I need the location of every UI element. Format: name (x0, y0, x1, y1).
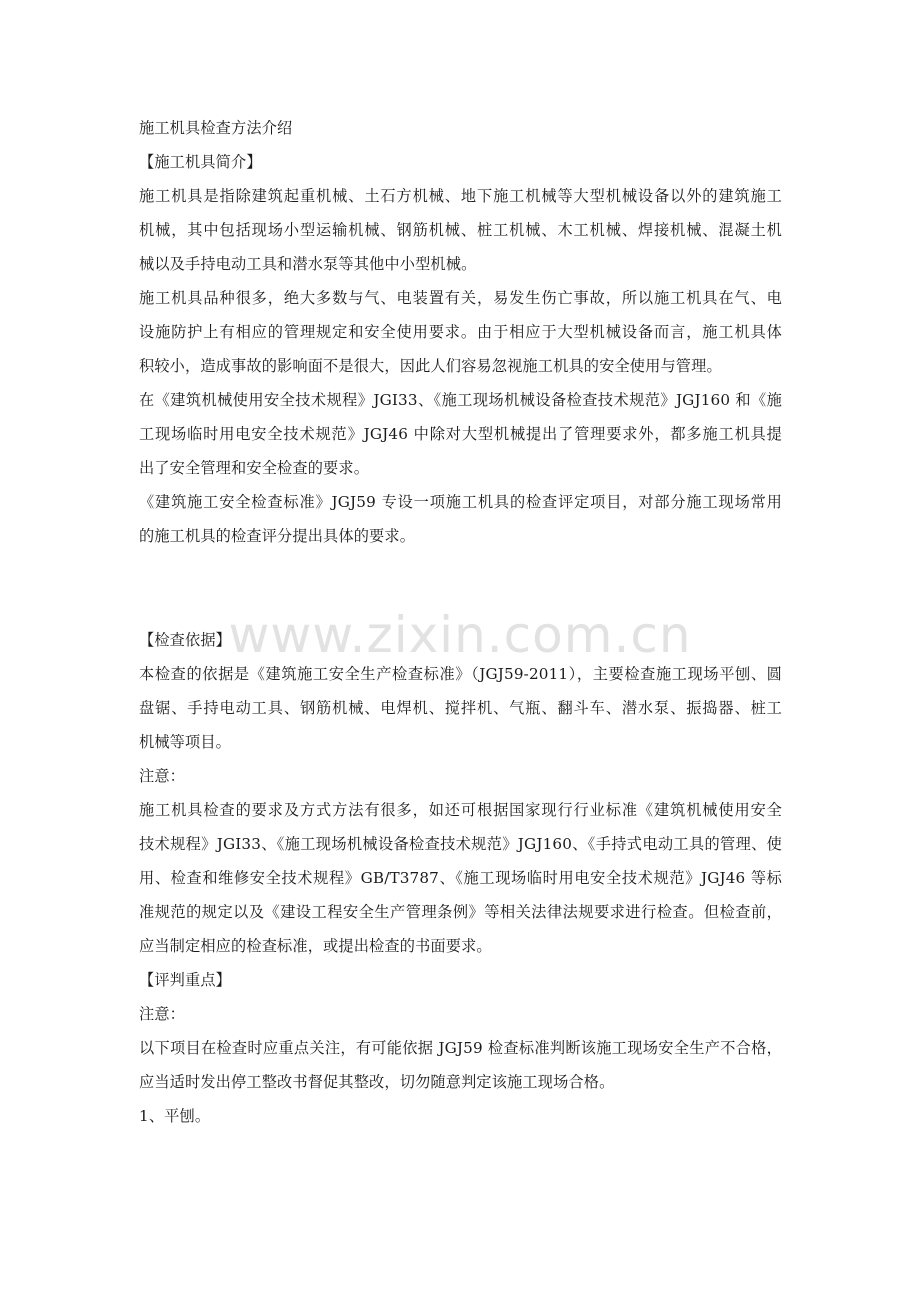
note-label-key: 注意： (139, 1005, 186, 1023)
text-line: 工现场临时用电安全技术规范》JGJ46 中除对大型机械提出了管理要求外，都多施工机具提 (139, 425, 782, 443)
section-heading-basis: 【检查依据】 (139, 631, 232, 649)
paragraph-intro-4 (139, 487, 782, 551)
text-line: 施工机具检查的要求及方式方法有很多，如还可根据国家现行行业标准《建筑机械使用安全 (139, 801, 782, 819)
text-line: 用、检查和维修安全技术规程》GB/T3787、《施工现场临时用电安全技术规范》JGJ46 等标 (139, 869, 782, 887)
paragraph-basis-2 (139, 795, 782, 961)
paragraph-intro-3 (139, 385, 782, 483)
paragraph-intro-2 (139, 283, 782, 381)
text-line: 设施防护上有相应的管理规定和安全使用要求。由于相应于大型机械设备而言，施工机具体 (139, 323, 782, 341)
paragraph-key-1 (139, 1033, 782, 1097)
text-line: 在《建筑机械使用安全技术规程》JGI33、《施工现场机械设备检查技术规范》JGJ160 和《施 (139, 391, 782, 409)
text-line: 《建筑施工安全检查标准》JGJ59 专设一项施工机具的检查评定项目，对部分施工现场常用 (139, 493, 782, 511)
text-line: 应当适时发出停工整改书督促其整改，切勿随意判定该施工现场合格。 (139, 1073, 615, 1091)
text-line: 盘锯、手持电动工具、钢筋机械、电焊机、搅拌机、气瓶、翻斗车、潜水泵、振捣器、桩工 (139, 699, 782, 717)
text-line: 技术规程》JGI33、《施工现场机械设备检查技术规范》JGJ160、《手持式电动工具的管理、使 (139, 835, 782, 853)
text-line: 机械等项目。 (139, 733, 232, 751)
text-line: 机械，其中包括现场小型运输机械、钢筋机械、桩工机械、木工机械、焊接机械、混凝土机 (139, 221, 782, 239)
list-item-planer: 1、平刨。 (139, 1107, 211, 1125)
paragraph-basis-1 (139, 659, 782, 757)
text-line: 本检查的依据是《建筑施工安全生产检查标准》（JGJ59-2011），主要检查施工现场平刨、圆 (139, 665, 782, 683)
text-line: 准规范的规定以及《建设工程安全生产管理条例》等相关法律法规要求进行检查。但检查前， (139, 903, 782, 921)
text-line: 出了安全管理和安全检查的要求。 (139, 459, 370, 477)
text-line: 施工机具是指除建筑起重机械、土石方机械、地下施工机械等大型机械设备以外的建筑施工 (139, 187, 782, 205)
watermark: www.zixin.com.cn (228, 606, 692, 664)
note-label-basis: 注意： (139, 767, 186, 785)
section-heading-intro: 【施工机具简介】 (139, 153, 262, 171)
paragraph-intro-1 (139, 181, 782, 279)
section-heading-key-points: 【评判重点】 (139, 971, 232, 989)
text-line: 以下项目在检查时应重点关注，有可能依据 JGJ59 检查标准判断该施工现场安全生产不合格， (139, 1039, 782, 1057)
text-line: 的施工机具的检查评分提出具体的要求。 (139, 527, 416, 545)
text-line: 积较小，造成事故的影响面不是很大，因此人们容易忽视施工机具的安全使用与管理。 (139, 357, 722, 375)
document-body (139, 113, 782, 1131)
text-line: 施工机具品种很多，绝大多数与气、电装置有关，易发生伤亡事故，所以施工机具在气、电 (139, 289, 782, 307)
text-line: 应当制定相应的检查标准，或提出检查的书面要求。 (139, 937, 492, 955)
document-title: 施工机具检查方法介绍 (139, 119, 293, 137)
text-line: 械以及手持电动工具和潜水泵等其他中小型机械。 (139, 255, 477, 273)
